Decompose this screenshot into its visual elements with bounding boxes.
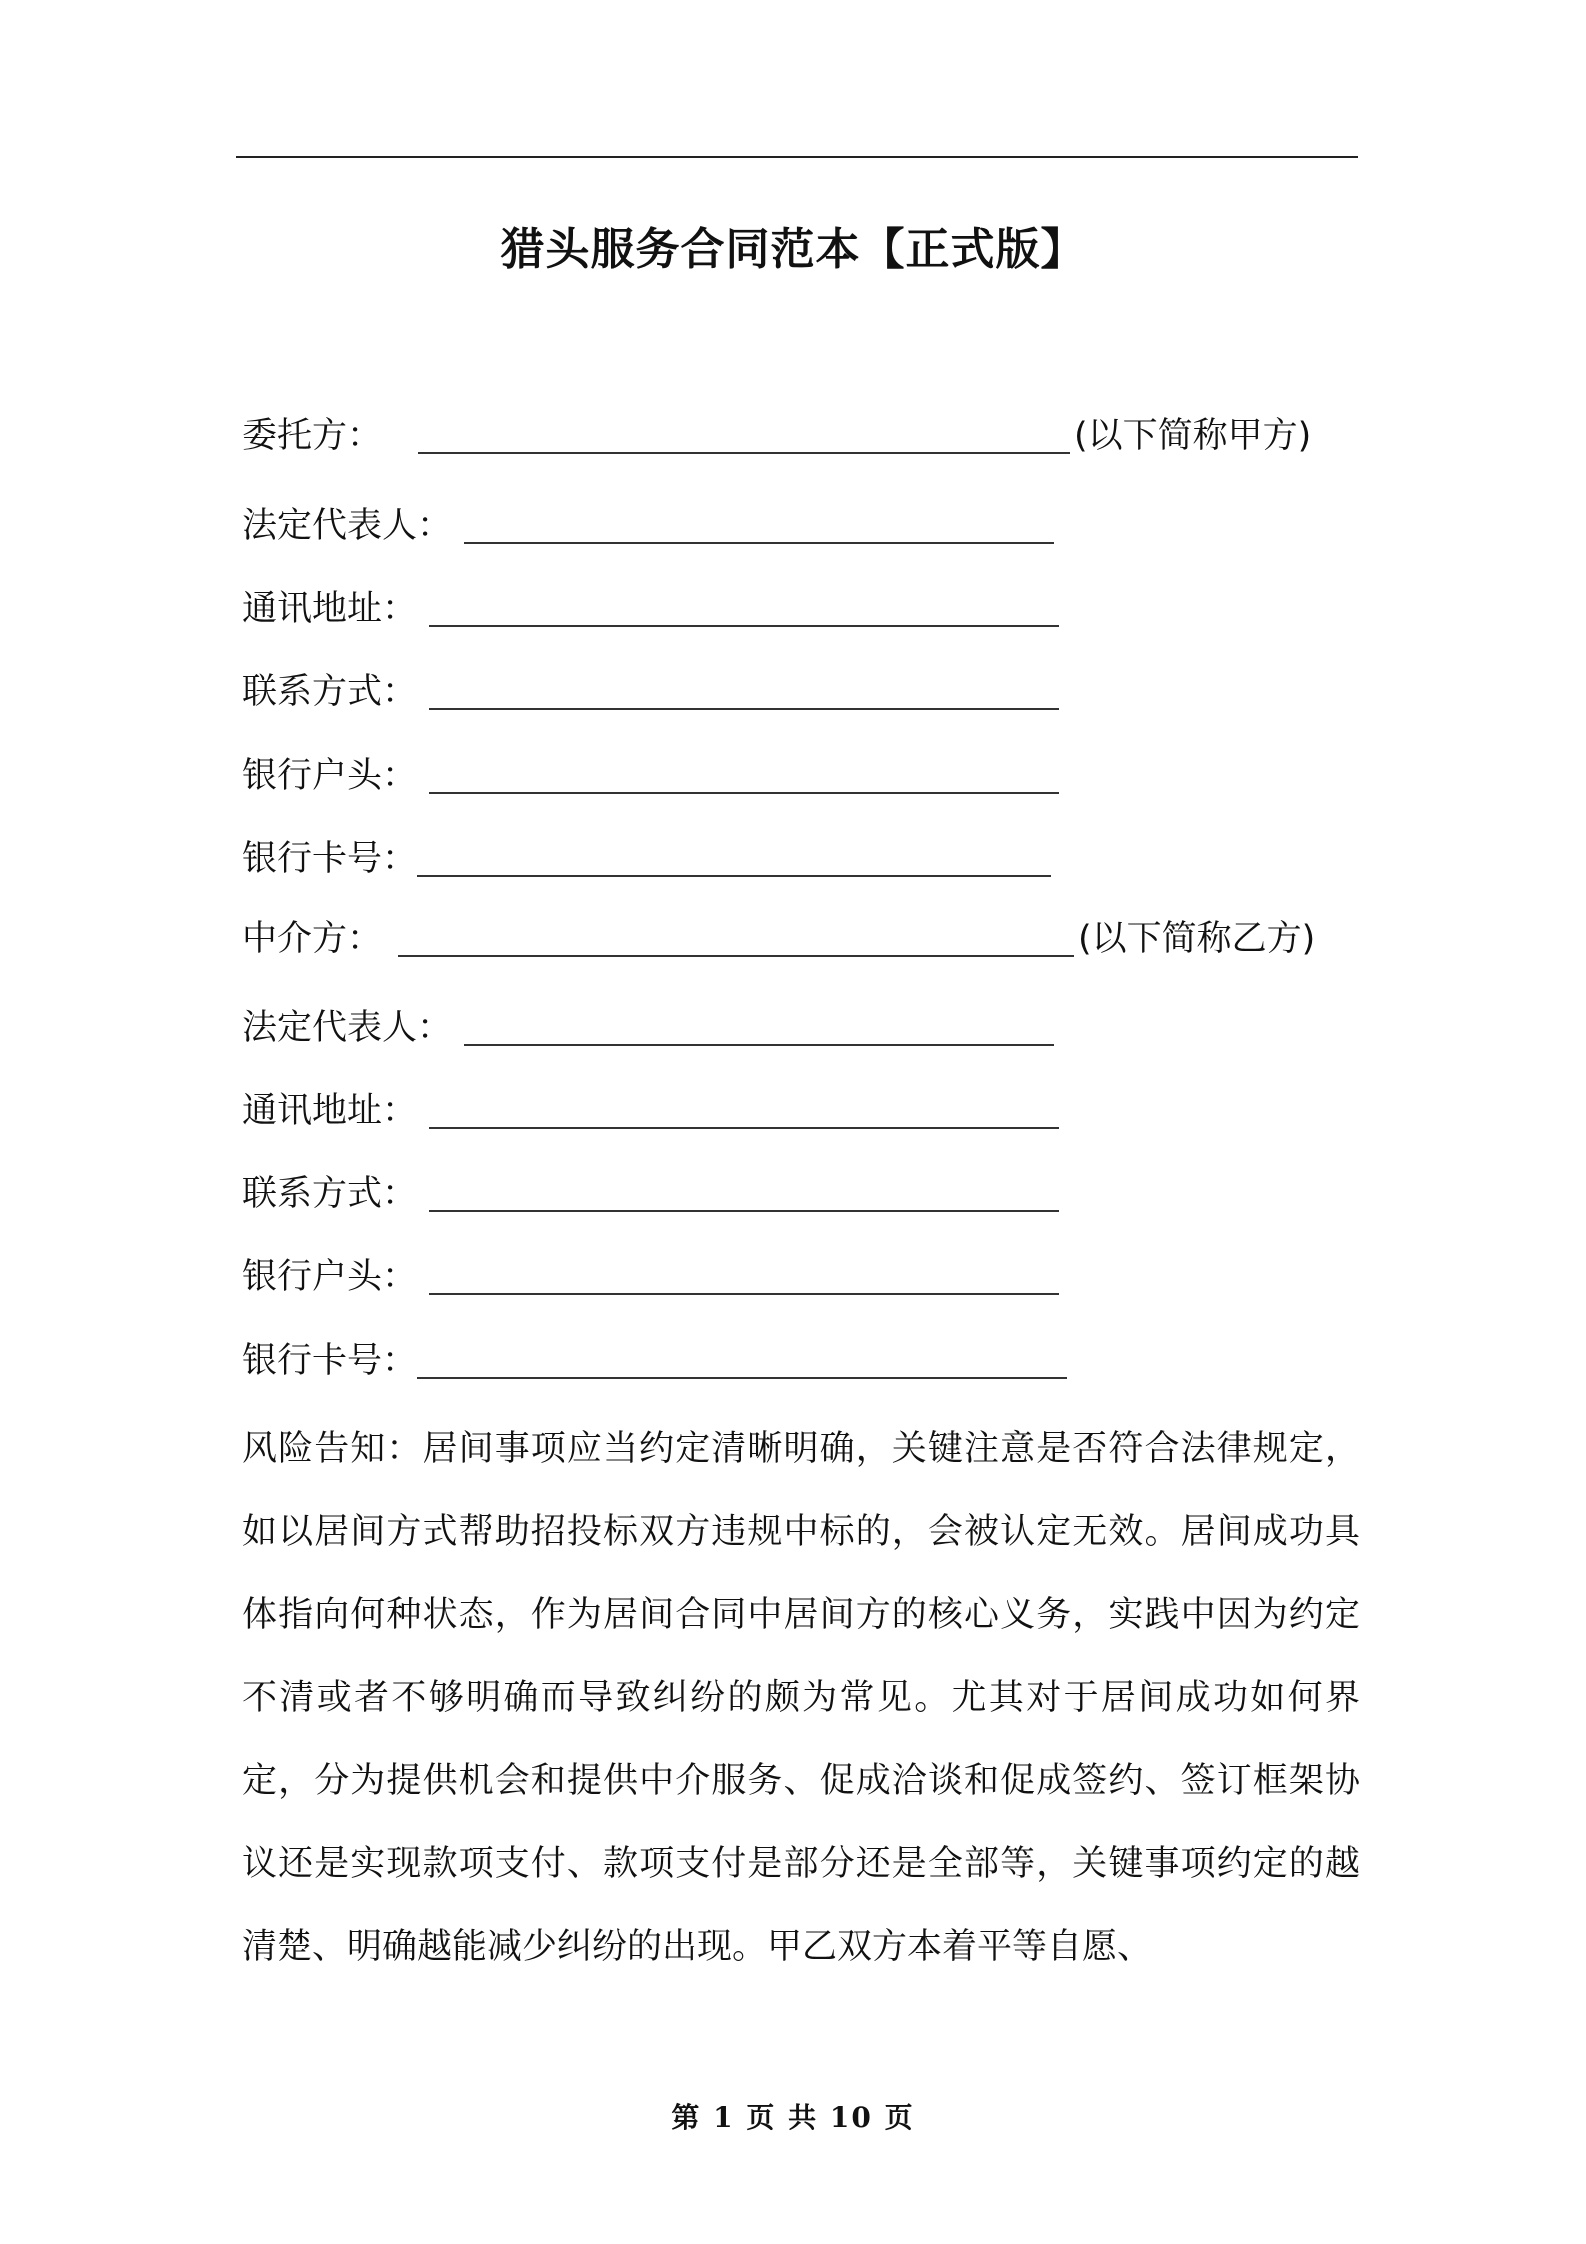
document-title: 猎头服务合同范本【正式版】	[500, 224, 1086, 275]
party-b-contact-field	[242, 1164, 1059, 1224]
risk-notice-paragraph: 风险告知：居间事项应当约定清晰明确，关键注意是否符合法律规定，如以居间方式帮助招投标双方违规中标的，会被认定无效。居间成功具体指向何种状态，作为居间合同中居间方的核心义务，实践中因为约定不清或者不够明确而导致纠纷的颇为常见。尤其对于居间成功如何界定，分为提供机会和提供中介服务、促成洽谈和促成签约、签订框架协议还是实现款项支付、款项支付是部分还是全部等，关键事项约定的越清楚、明确越能减少纠纷的出现。甲乙双方本着平等自愿、	[242, 1429, 1360, 1967]
party-b-name-label: 中介方：	[242, 919, 383, 959]
party-b-rep-blank[interactable]	[464, 1044, 1054, 1046]
page-number: 第 1 页 共 10 页	[671, 2101, 915, 2134]
party-b-card-label: 银行卡号：	[242, 1341, 418, 1381]
party-b-rep-field	[242, 998, 1054, 1058]
party-b-card-blank[interactable]	[417, 1377, 1067, 1379]
party-b-bank-blank[interactable]	[429, 1293, 1059, 1295]
party-b-bank-label: 银行户头：	[242, 1257, 418, 1297]
party-a-card-blank[interactable]	[417, 875, 1051, 877]
party-a-contact-label: 联系方式：	[242, 672, 418, 712]
party-a-rep-field	[242, 496, 1054, 556]
party-a-rep-blank[interactable]	[464, 542, 1054, 544]
party-a-card-field	[242, 829, 1051, 889]
party-b-address-blank[interactable]	[429, 1127, 1059, 1129]
party-b-name-suffix: (以下简称乙方)	[1078, 919, 1316, 959]
party-a-name-field	[242, 406, 1311, 466]
party-a-address-blank[interactable]	[429, 625, 1059, 627]
party-b-contact-label: 联系方式：	[242, 1174, 418, 1214]
party-a-bank-blank[interactable]	[429, 792, 1059, 794]
party-a-card-label: 银行卡号：	[242, 839, 418, 879]
party-b-address-field	[242, 1081, 1059, 1141]
party-a-rep-label: 法定代表人：	[242, 506, 453, 546]
party-a-contact-field	[242, 662, 1059, 722]
party-b-card-field	[242, 1331, 1067, 1391]
party-a-bank-label: 银行户头：	[242, 756, 418, 796]
party-b-name-blank[interactable]	[398, 955, 1074, 957]
party-a-address-label: 通讯地址：	[242, 589, 418, 629]
party-b-name-field	[242, 909, 1315, 969]
party-a-name-blank[interactable]	[418, 452, 1070, 454]
party-b-address-label: 通讯地址：	[242, 1091, 418, 1131]
header-rule	[236, 156, 1358, 158]
party-b-contact-blank[interactable]	[429, 1210, 1059, 1212]
party-a-name-suffix: (以下简称甲方)	[1074, 416, 1312, 456]
party-b-bank-field	[242, 1247, 1059, 1307]
party-a-name-label: 委托方：	[242, 416, 383, 456]
party-a-contact-blank[interactable]	[429, 708, 1059, 710]
party-b-rep-label: 法定代表人：	[242, 1008, 453, 1048]
party-a-address-field	[242, 579, 1059, 639]
party-a-bank-field	[242, 746, 1059, 806]
